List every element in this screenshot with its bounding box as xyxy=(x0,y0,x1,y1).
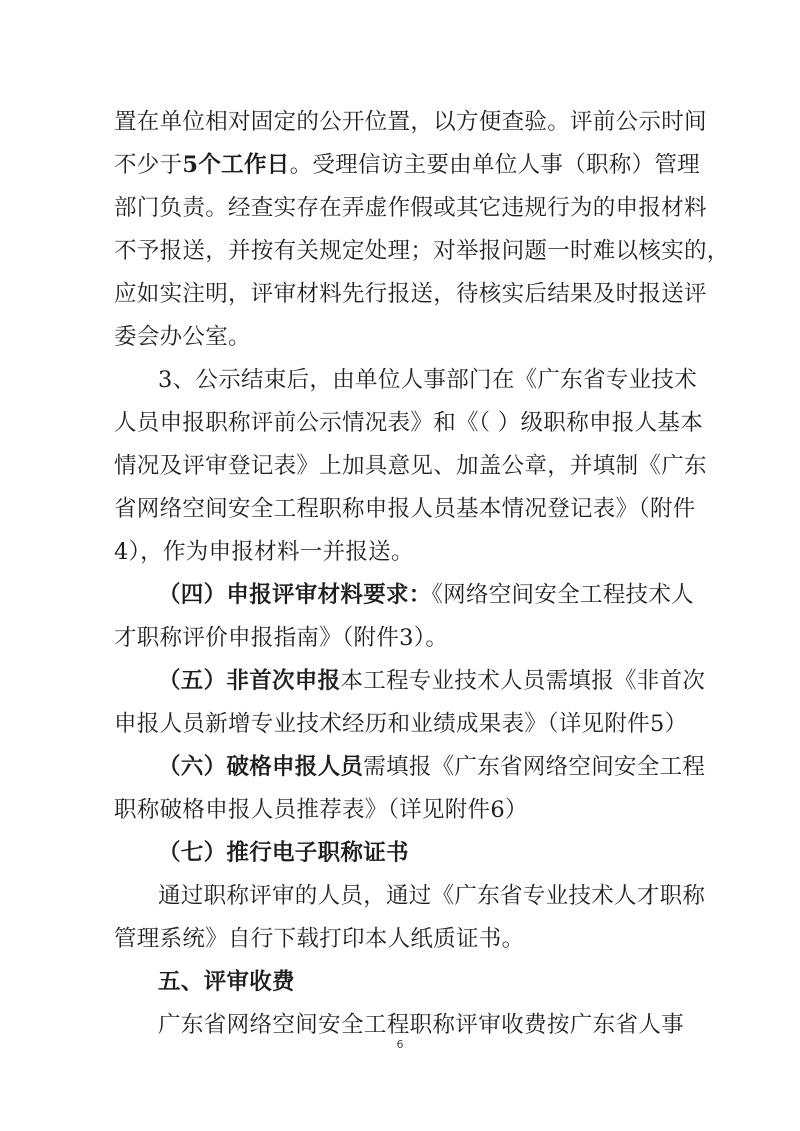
text-line: （四）申报评审材料要求：《网络空间安全工程技术人 xyxy=(158,582,694,608)
text-line: 职称破格申报人员推荐表》（详见附件6） xyxy=(114,797,528,823)
text-line: 应如实注明，评审材料先行报送，待核实后结果及时报送评 xyxy=(114,281,707,307)
text-line: 不少于5个工作日。受理信访主要由单位人事（职称）管理 xyxy=(114,152,700,178)
text-line: 置在单位相对固定的公开位置，以方便查验。评前公示时间 xyxy=(114,109,707,135)
section-heading: （四）申报评审材料要求： xyxy=(158,582,432,608)
text-line: 才职称评价申报指南》（附件3）。 xyxy=(114,625,449,651)
section-heading: 五、评审收费 xyxy=(158,969,295,995)
text-line: 省网络空间安全工程职称申报人员基本情况登记表》（附件 xyxy=(114,496,696,522)
text-line: （五）非首次申报本工程专业技术人员需填报《非首次 xyxy=(158,668,706,694)
text-line: 广东省网络空间安全工程职称评审收费按广东省人事 xyxy=(158,1012,684,1038)
text-line: 部门负责。经查实存在弄虚作假或其它违规行为的申报材料 xyxy=(114,195,707,221)
section-heading: （七）推行电子职称证书 xyxy=(158,840,409,866)
text-line: 委会办公室。 xyxy=(114,324,251,350)
text-line: 管理系统》自行下载打印本人纸质证书。 xyxy=(114,926,525,952)
section-heading: （六）破格申报人员 xyxy=(158,754,364,780)
text-line: （六）破格申报人员需填报《广东省网络空间安全工程 xyxy=(158,754,706,780)
text-line: 申报人员新增专业技术经历和业绩成果表》（详见附件5） xyxy=(114,711,688,737)
section-heading: （五）非首次申报 xyxy=(158,668,341,694)
page-number: 6 xyxy=(396,1038,404,1051)
text-line: 情况及评审登记表》上加具意见、加盖公章，并填制《广东 xyxy=(114,453,707,479)
text-line: 人员申报职称评前公示情况表》和《（ ）级职称申报人基本 xyxy=(114,410,704,436)
text-line: 通过职称评审的人员，通过《广东省专业技术人才职称 xyxy=(158,883,706,909)
text-line: 3、公示结束后，由单位人事部门在《广东省专业技术 xyxy=(158,367,698,393)
text-line: 不予报送，并按有关规定处理；对举报问题一时难以核实的， xyxy=(114,238,730,264)
text-line: 4），作为申报材料一并报送。 xyxy=(114,539,414,565)
